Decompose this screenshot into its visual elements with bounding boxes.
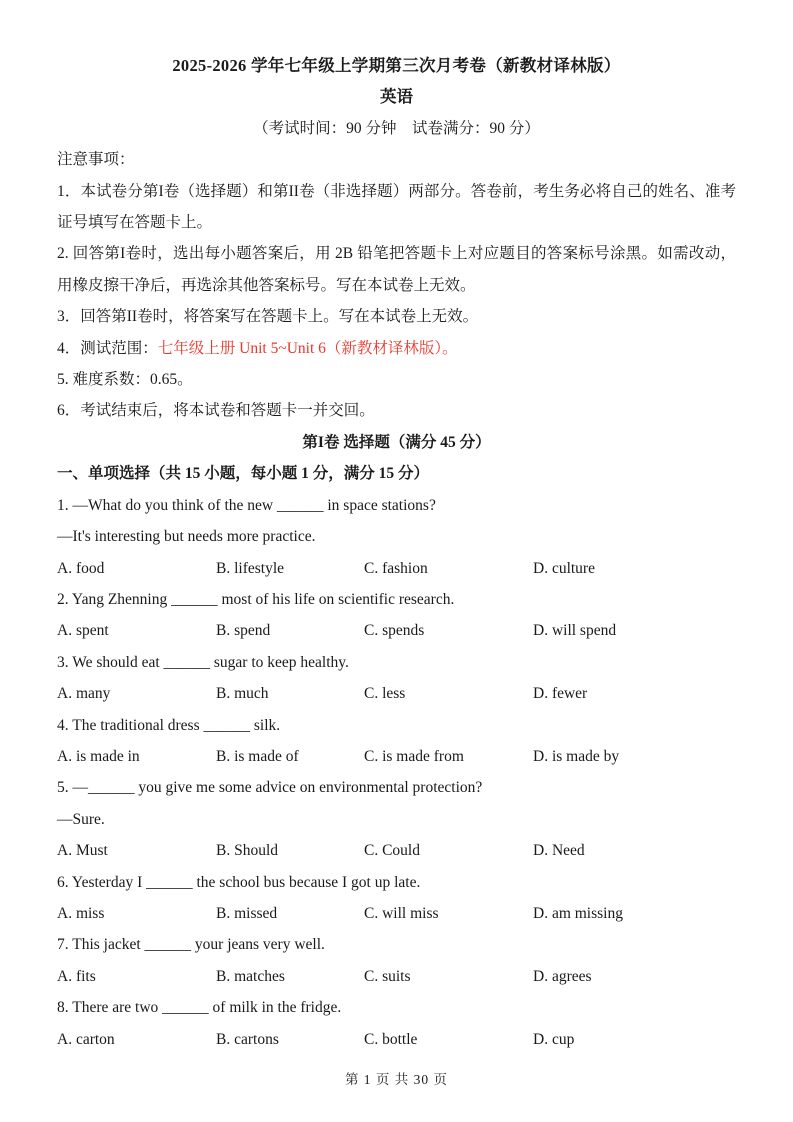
notice-item-4	[57, 333, 736, 364]
option-a: A. food	[57, 559, 105, 577]
notice-item-5	[57, 364, 736, 395]
question-stem: 5. —______ you give me some advice on environmental protection?	[57, 779, 483, 797]
option-b: B. spend	[216, 622, 271, 640]
question-6	[57, 867, 736, 930]
options-row	[57, 961, 736, 992]
question-1	[57, 490, 736, 584]
option-b: B. lifestyle	[216, 559, 285, 577]
notice-text: 6．考试结束后，将本试卷和答题卡一并交回。	[57, 402, 375, 420]
option-d: D. agrees	[533, 967, 592, 985]
option-d: D. culture	[533, 559, 595, 577]
option-c: C. fashion	[364, 559, 428, 577]
option-d: D. fewer	[533, 685, 588, 703]
option-b: B. matches	[216, 967, 285, 985]
option-d: D. Need	[533, 842, 585, 860]
question-8	[57, 992, 736, 1055]
question-stem: 8. There are two ______ of milk in the fridge.	[57, 999, 342, 1017]
options-row	[57, 898, 736, 929]
option-b: B. is made of	[216, 747, 299, 765]
option-a: A. is made in	[57, 747, 140, 765]
part-heading: 一、单项选择（共 15 小题，每小题 1 分，满分 15 分）	[57, 465, 430, 483]
question-stem: 1. —What do you think of the new ______ in space stations?	[57, 496, 436, 514]
options-row	[57, 553, 736, 584]
question-stem: 4. The traditional dress ______ silk.	[57, 716, 281, 734]
question-5	[57, 772, 736, 866]
option-b: B. cartons	[216, 1030, 279, 1048]
notice-text: 5. 难度系数：0.65。	[57, 371, 193, 389]
options-row	[57, 835, 736, 866]
option-c: C. is made from	[364, 747, 464, 765]
option-c: C. Could	[364, 842, 420, 860]
option-c: C. bottle	[364, 1030, 418, 1048]
notice-item-6	[57, 395, 736, 426]
notice-item-3	[57, 301, 736, 332]
notice-text: 3．回答第II卷时，将答案写在答题卡上。写在本试卷上无效。	[57, 308, 479, 326]
option-c: C. spends	[364, 622, 425, 640]
notice-highlight-text: 七年级上册 Unit 5~Unit 6（新教材译林版）。	[157, 339, 458, 357]
question-stem: 3. We should eat ______ sugar to keep healthy.	[57, 653, 349, 671]
option-a: A. carton	[57, 1030, 115, 1048]
exam-info: （考试时间：90 分钟 试卷满分：90 分）	[253, 119, 540, 137]
notice-item-1	[57, 176, 736, 239]
option-a: A. Must	[57, 842, 108, 860]
question-stem: 7. This jacket ______ your jeans very well.	[57, 936, 325, 954]
option-c: C. suits	[364, 967, 411, 985]
notice-text: 1．本试卷分第I卷（选择题）和第II卷（非选择题）两部分。答卷前，考生务必将自己的姓名、准考证号填写在答题卡上。	[57, 182, 736, 232]
question-2	[57, 584, 736, 647]
question-4	[57, 710, 736, 773]
option-a: A. spent	[57, 622, 109, 640]
question-stem: 2. Yang Zhenning ______ most of his life on scientific research.	[57, 590, 455, 608]
question-stem: 6. Yesterday I ______ the school bus because I got up late.	[57, 873, 421, 891]
notice-item-2	[57, 238, 736, 301]
page-title: 2025-2026 学年七年级上学期第三次月考卷（新教材译林版）	[172, 56, 621, 75]
option-c: C. less	[364, 685, 406, 703]
option-c: C. will miss	[364, 904, 439, 922]
options-row	[57, 741, 736, 772]
question-3	[57, 647, 736, 710]
notices-label: 注意事项：	[57, 151, 135, 169]
option-d: D. will spend	[533, 622, 617, 640]
question-7	[57, 929, 736, 992]
option-a: A. fits	[57, 967, 96, 985]
option-a: A. miss	[57, 904, 105, 922]
option-d: D. cup	[533, 1030, 575, 1048]
option-a: A. many	[57, 685, 111, 703]
option-b: B. Should	[216, 842, 279, 860]
options-row	[57, 678, 736, 709]
option-b: B. missed	[216, 904, 278, 922]
notice-text: 4．测试范围：	[57, 339, 158, 357]
question-stem-reply: —Sure.	[57, 810, 105, 828]
page-number-indicator: 第 1 页 共 30 页	[344, 1072, 449, 1087]
question-stem-reply: —It's interesting but needs more practice.	[57, 528, 316, 546]
options-row	[57, 615, 736, 646]
section-heading: 第I卷 选择题（满分 45 分）	[302, 433, 491, 451]
option-d: D. is made by	[533, 747, 620, 765]
subject-title: 英语	[380, 87, 413, 107]
option-d: D. am missing	[533, 904, 623, 922]
notice-text: 2. 回答第I卷时，选出每小题答案后，用 2B 铅笔把答题卡上对应题目的答案标号涂黑。如需改动，用橡皮擦干净后，再选涂其他答案标号。写在本试卷上无效。	[57, 245, 736, 294]
options-row	[57, 1024, 736, 1055]
option-b: B. much	[216, 685, 269, 703]
